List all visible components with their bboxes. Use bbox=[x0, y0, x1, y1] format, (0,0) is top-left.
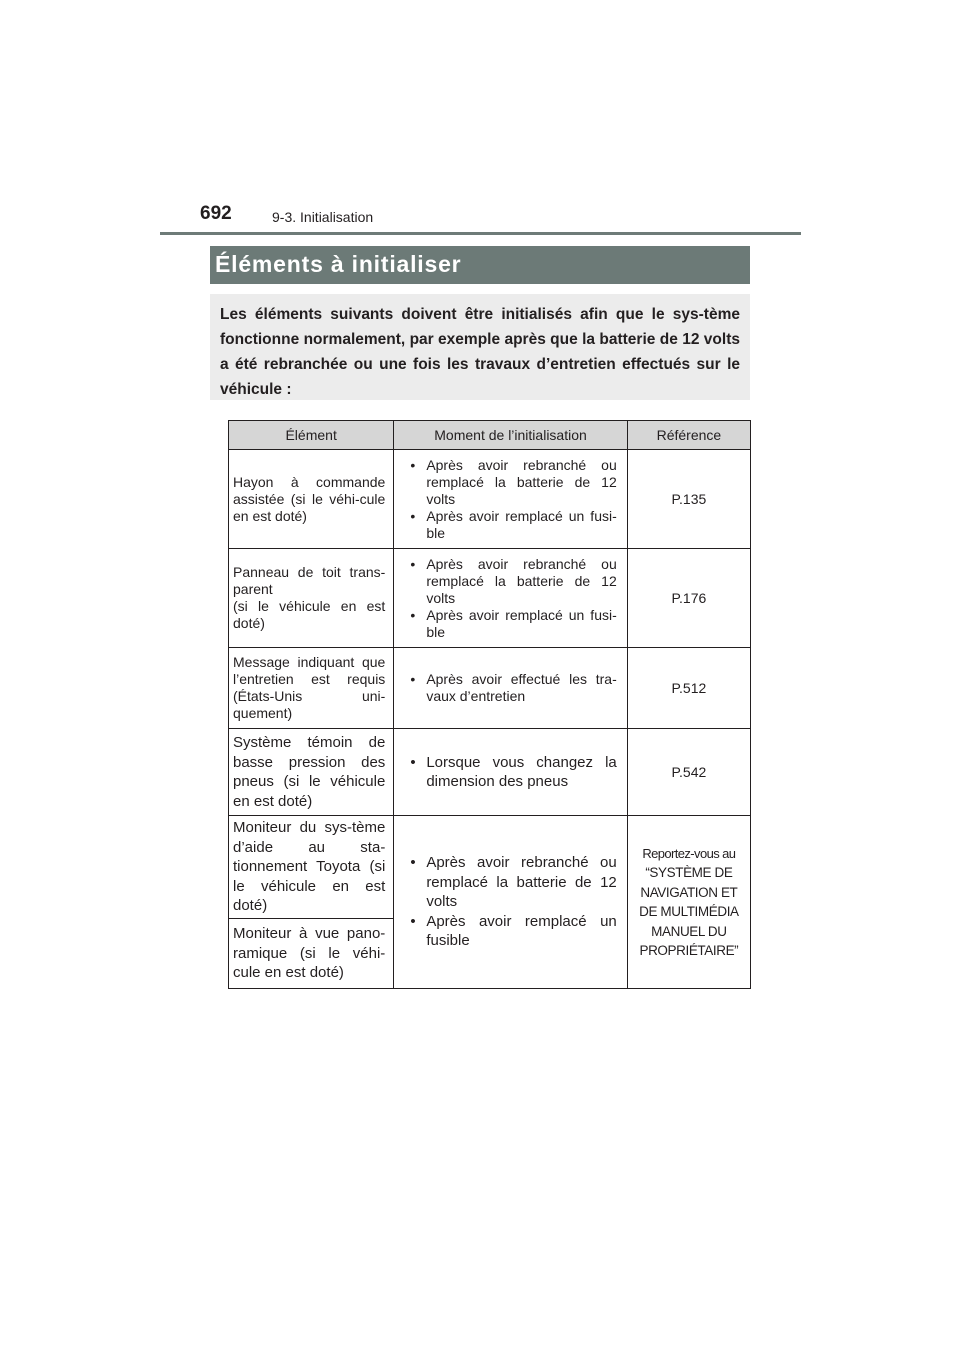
bullet: • bbox=[410, 854, 416, 872]
moment-item: • Après avoir rebranché ou remplacé la batterie de 12 volts bbox=[410, 854, 617, 911]
reference-cell: P.542 bbox=[627, 729, 750, 816]
moment-item: • Après avoir remplacé un fusible bbox=[410, 912, 617, 950]
reference-cell: P.135 bbox=[627, 450, 750, 549]
table-row bbox=[229, 816, 751, 919]
bullet: • bbox=[410, 671, 416, 687]
moment-list bbox=[408, 753, 616, 792]
table-row bbox=[229, 450, 751, 549]
initialization-table bbox=[228, 420, 751, 989]
moment-list bbox=[408, 671, 616, 705]
bullet: • bbox=[410, 753, 416, 771]
moment-item: • Après avoir remplacé un fusi-ble bbox=[410, 507, 617, 541]
section-title: Éléments à initialiser bbox=[215, 251, 462, 277]
header-element: Élément bbox=[229, 421, 394, 450]
table-row bbox=[229, 648, 751, 729]
section-title-bar bbox=[210, 246, 750, 284]
page-number: 692 bbox=[200, 203, 232, 224]
moment-item: • Après avoir rebranché ou remplacé la batterie de 12 volts bbox=[410, 456, 617, 507]
bullet: • bbox=[410, 606, 416, 623]
moment-cell bbox=[394, 648, 627, 729]
reference-note bbox=[628, 844, 750, 961]
header-reference: Référence bbox=[627, 421, 750, 450]
intro-box bbox=[210, 294, 750, 400]
moment-item: • Après avoir effectué les tra-vaux d’entretien bbox=[410, 671, 617, 704]
moment-list bbox=[408, 853, 616, 951]
moment-cell bbox=[394, 816, 627, 989]
reference-manual-title: “SYSTÈME DE NAVIGATION ET DE MULTIMÉDIA MANUEL DU PROPRIÉTAIRE” bbox=[639, 865, 739, 958]
bullet: • bbox=[410, 912, 416, 930]
element-cell: Moniteur du sys-tème d’aide au sta-tionnement Toyota (si le véhicule en est doté) bbox=[229, 816, 394, 919]
element-cell: Système témoin de basse pression des pneus (si le véhicule en est doté) bbox=[229, 729, 394, 816]
bullet: • bbox=[410, 456, 416, 473]
element-cell: Panneau de toit trans-parent (si le véhicule en est doté) bbox=[229, 549, 394, 648]
element-cell: Hayon à commande assistée (si le véhi-cule en est doté) bbox=[229, 450, 394, 549]
moment-list bbox=[408, 457, 616, 542]
table-row bbox=[229, 729, 751, 816]
moment-cell bbox=[394, 549, 627, 648]
intro-text: Les éléments suivants doivent être initialisés afin que le sys-tème fonctionne normalement, par exemple après que la batterie de 12 volts a été rebranchée ou une fois les travaux d’entretien effectués sur le véhicule : bbox=[220, 306, 740, 398]
reference-lead: Reportez-vous au bbox=[642, 845, 736, 861]
moment-item: • Après avoir rebranché ou remplacé la batterie de 12 volts bbox=[410, 555, 617, 606]
reference-cell bbox=[627, 816, 750, 989]
moment-cell bbox=[394, 729, 627, 816]
header-moment: Moment de l’initialisation bbox=[394, 421, 627, 450]
moment-item: • Lorsque vous changez la dimension des pneus bbox=[410, 753, 617, 790]
element-cell: Message indiquant que l’entretien est requis (États-Unis uni-quement) bbox=[229, 648, 394, 729]
element-cell: Moniteur à vue pano-ramique (si le véhi-cule en est doté) bbox=[229, 919, 394, 989]
moment-list bbox=[408, 556, 616, 641]
bullet: • bbox=[410, 507, 416, 524]
reference-cell: P.512 bbox=[627, 648, 750, 729]
moment-item: • Après avoir remplacé un fusi-ble bbox=[410, 606, 617, 640]
reference-cell: P.176 bbox=[627, 549, 750, 648]
table-row bbox=[229, 549, 751, 648]
header-rule bbox=[160, 232, 801, 235]
table-header-row bbox=[229, 421, 751, 450]
page-header bbox=[160, 200, 800, 230]
bullet: • bbox=[410, 555, 416, 572]
section-label: 9-3. Initialisation bbox=[272, 209, 374, 225]
moment-cell bbox=[394, 450, 627, 549]
